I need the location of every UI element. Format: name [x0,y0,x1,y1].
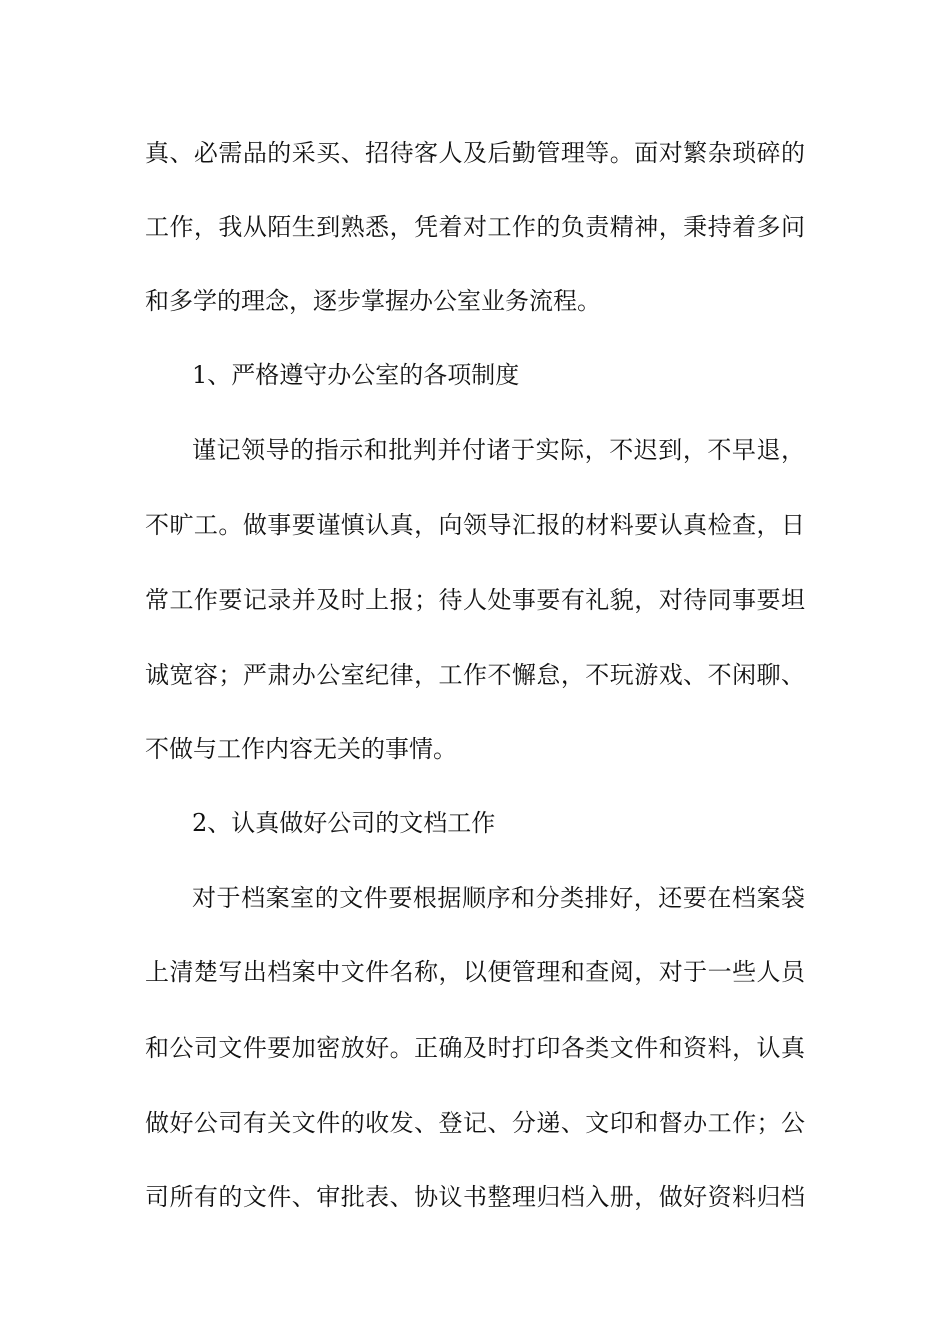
paragraph-line: 工作，我从陌生到熟悉，凭着对工作的负责精神，秉持着多问 [145,213,805,241]
paragraph-line: 常工作要记录并及时上报；待人处事要有礼貌，对待同事要坦 [145,586,805,614]
paragraph-line: 上清楚写出档案中文件名称，以便管理和查阅，对于一些人员 [145,958,805,986]
paragraph-line: 谨记领导的指示和批判并付诸于实际，不迟到，不早退， [192,436,805,464]
paragraph-line: 司所有的文件、审批表、协议书整理归档入册，做好资料归档 [145,1183,805,1211]
paragraph-line: 不做与工作内容无关的事情。 [145,735,457,763]
section-heading-1: 1、严格遵守办公室的各项制度 [192,361,520,389]
paragraph-line: 对于档案室的文件要根据顺序和分类排好，还要在档案袋 [192,884,805,912]
paragraph-line: 做好公司有关文件的收发、登记、分递、文印和督办工作；公 [145,1109,805,1137]
paragraph-line: 不旷工。做事要谨慎认真，向领导汇报的材料要认真检查，日 [145,511,805,539]
paragraph-line: 和公司文件要加密放好。正确及时打印各类文件和资料，认真 [145,1034,805,1062]
paragraph-line: 和多学的理念，逐步掌握办公室业务流程。 [145,287,601,315]
paragraph-line: 真、必需品的采买、招待客人及后勤管理等。面对繁杂琐碎的 [145,139,805,167]
section-heading-2: 2、认真做好公司的文档工作 [192,809,496,837]
paragraph-line: 诚宽容；严肃办公室纪律，工作不懈怠，不玩游戏、不闲聊、 [145,661,805,689]
